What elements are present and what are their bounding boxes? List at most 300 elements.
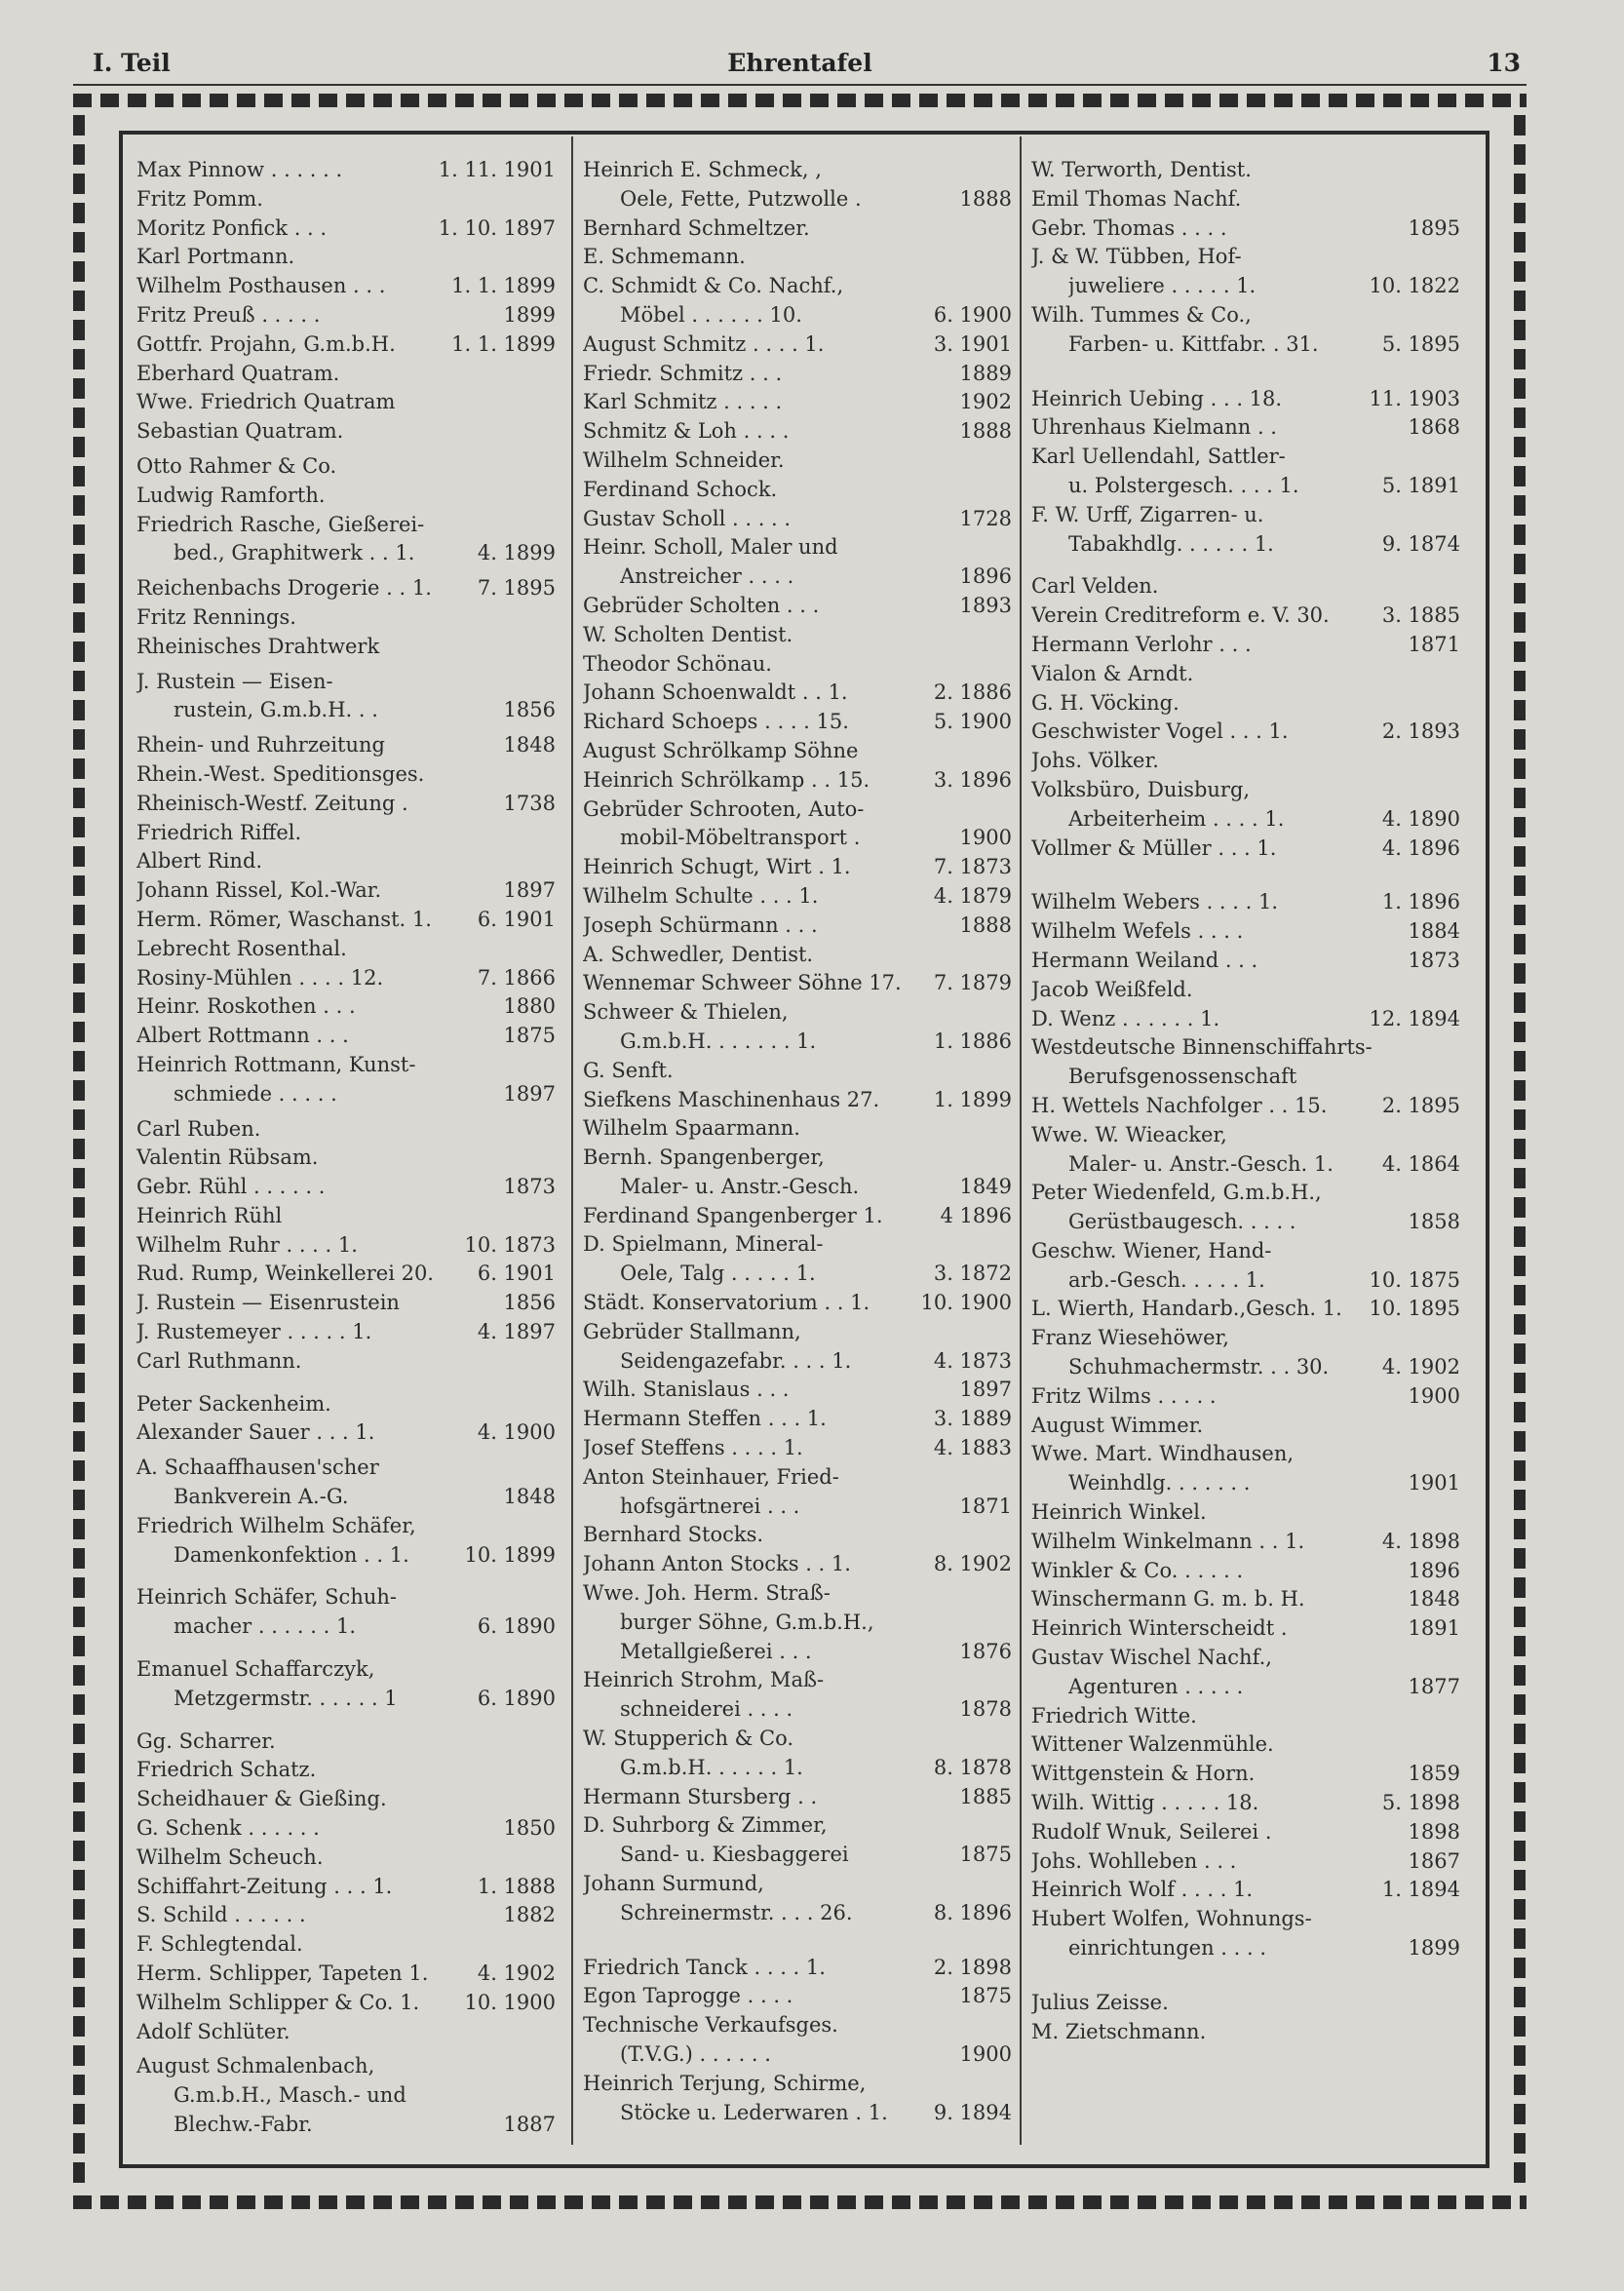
list-item: [583, 1318, 1012, 1347]
entry-date: 3. 1872: [933, 1262, 1012, 1286]
entry-date: 1856: [503, 698, 556, 722]
list-item: [1031, 1353, 1460, 1382]
list-item: [583, 912, 1012, 941]
entry-name: Wittgenstein & Horn.: [1031, 1762, 1256, 1786]
entry-name: Wilhelm Wefels . . . .: [1031, 919, 1244, 944]
list-item: [136, 603, 556, 633]
entry-date: 1. 1. 1899: [451, 274, 556, 298]
list-item: [136, 1289, 556, 1318]
entry-name: Wilhelm Spaarmann.: [583, 1116, 800, 1141]
entry-name: Rudolf Wnuk, Seilerei .: [1031, 1819, 1272, 1844]
list-item: [583, 1376, 1012, 1405]
entry-date: 8. 1878: [933, 1755, 1012, 1779]
entry-name: D. Spielmann, Mineral-: [583, 1232, 824, 1257]
entry-name: Geschwister Vogel . . . 1.: [1031, 719, 1289, 744]
list-item: [136, 1115, 556, 1145]
list-item: [136, 935, 556, 964]
entry-date: 1893: [959, 593, 1012, 617]
list-item: [583, 476, 1012, 505]
entry-date: 1. 10. 1897: [438, 215, 556, 240]
list-item: [1031, 747, 1460, 776]
page-title: Ehrentafel: [727, 49, 872, 77]
list-item: [136, 360, 556, 389]
entry-date: 1876: [959, 1639, 1012, 1663]
entry-date: 7. 1873: [933, 855, 1012, 879]
entry-name: Carl Ruthmann.: [136, 1348, 302, 1373]
entry-name: Egon Taprogge . . . .: [583, 1984, 793, 2008]
entry-name: Heinr. Scholl, Maler und: [583, 535, 838, 560]
entry-name: Friedrich Wilhelm Schäfer,: [136, 1513, 416, 1537]
entry-date: 1896: [959, 564, 1012, 589]
entry-name: D. Suhrborg & Zimmer,: [583, 1813, 828, 1838]
list-item: [583, 1086, 1012, 1115]
list-item: [583, 969, 1012, 998]
list-item: [136, 633, 556, 662]
entry-date: 12. 1894: [1369, 1006, 1460, 1030]
list-item: [583, 1638, 1012, 1667]
entry-name: Emanuel Schaffarczyk,: [136, 1657, 375, 1682]
entry-date: 1. 1894: [1381, 1878, 1460, 1902]
list-item: [583, 360, 1012, 389]
list-item: [136, 1541, 556, 1571]
entry-date: 1. 1899: [933, 1087, 1012, 1111]
entry-date: 1884: [1408, 919, 1460, 944]
entry-name: Wilh. Tummes & Co.,: [1031, 302, 1252, 327]
entry-name: Wilhelm Schulte . . . 1.: [583, 883, 819, 908]
list-item: [583, 853, 1012, 882]
entry-date: 1738: [503, 791, 556, 815]
entry-name: Fritz Preuß . . . . .: [136, 302, 321, 327]
list-item: [1031, 1150, 1460, 1180]
list-item: [583, 1783, 1012, 1812]
list-item: [583, 2040, 1012, 2070]
list-item: [136, 1051, 556, 1080]
list-item: [583, 1230, 1012, 1260]
entry-date: 1. 1886: [933, 1029, 1012, 1053]
entry-name: Sand- u. Kiesbaggerei: [620, 1843, 849, 1867]
entry-date: 1889: [959, 361, 1012, 385]
entry-date: 4. 1900: [477, 1420, 556, 1445]
list-item: [583, 1811, 1012, 1841]
entry-name: Wwe. Mart. Windhausen,: [1031, 1442, 1295, 1466]
list-item: [583, 563, 1012, 592]
list-item: [583, 1144, 1012, 1173]
entry-date: 1875: [503, 1024, 556, 1048]
entry-name: August Wimmer.: [1031, 1413, 1204, 1437]
entry-date: 7. 1879: [933, 971, 1012, 995]
entry-name: Wilhelm Schlipper & Co. 1.: [136, 1990, 420, 2014]
list-item: [583, 1870, 1012, 1899]
list-item: [1031, 1702, 1460, 1731]
entry-name: Metzgermstr. . . . . . 1: [174, 1686, 398, 1710]
entry-name: Siefkens Maschinenhaus 27.: [583, 1087, 880, 1111]
entry-date: 1901: [1408, 1471, 1460, 1495]
list-item: [583, 1405, 1012, 1434]
entry-date: 4. 1883: [933, 1436, 1012, 1460]
list-item: [1031, 1498, 1460, 1528]
list-item: [136, 819, 556, 848]
entry-name: M. Zietschmann.: [1031, 2019, 1207, 2043]
list-item: [136, 906, 556, 935]
entry-gap: [136, 1714, 556, 1728]
entry-date: 4. 1902: [1381, 1355, 1460, 1379]
list-item: [583, 417, 1012, 447]
entry-date: 3. 1885: [1381, 603, 1460, 628]
list-item: [136, 1512, 556, 1541]
entry-date: 4. 1890: [1381, 806, 1460, 831]
list-item: [1031, 1557, 1460, 1586]
list-item: [583, 621, 1012, 650]
list-item: [1031, 572, 1460, 602]
entry-name: Heinrich Uebing . . . 18.: [1031, 386, 1283, 410]
entry-name: Heinrich Strohm, Maß-: [583, 1668, 825, 1692]
entry-name: Peter Wiedenfeld, G.m.b.H.,: [1031, 1181, 1322, 1205]
entry-gap: [583, 1928, 1012, 1954]
entry-name: Gebr. Thomas . . . .: [1031, 215, 1227, 240]
list-item: [136, 1728, 556, 1757]
entry-gap: [1031, 360, 1460, 385]
entry-name: Gerüstbaugesch. . . . .: [1068, 1210, 1296, 1234]
list-item: [136, 1260, 556, 1289]
list-item: [1031, 1934, 1460, 1963]
list-item: [1031, 1440, 1460, 1469]
entry-name: Johs. Völker.: [1031, 749, 1159, 773]
column-2: [583, 156, 1012, 2130]
entry-name: S. Schild . . . . . .: [136, 1903, 306, 1927]
list-item: [136, 1390, 556, 1419]
list-item: [1031, 330, 1460, 360]
entry-date: 1849: [959, 1174, 1012, 1198]
list-item: [583, 272, 1012, 301]
entry-name: Wittener Walzenmühle.: [1031, 1732, 1274, 1757]
entry-name: E. Schmemann.: [583, 245, 746, 269]
entry-date: 1728: [959, 506, 1012, 530]
entry-date: 3. 1889: [933, 1407, 1012, 1431]
entry-name: Rheinisches Drahtwerk: [136, 634, 380, 658]
entry-name: Damenkonfektion . . 1.: [174, 1542, 409, 1567]
entry-date: 1882: [503, 1903, 556, 1927]
entry-gap: [136, 1377, 556, 1390]
entry-name: Richard Schoeps . . . . 15.: [583, 710, 849, 734]
entry-name: Bernhard Stocks.: [583, 1523, 764, 1547]
entry-date: 10. 1900: [464, 1990, 556, 2014]
entry-name: Volksbüro, Duisburg,: [1031, 777, 1251, 801]
entry-name: J. Rustein — Eisen-: [136, 669, 333, 693]
entry-name: Fritz Rennings.: [136, 604, 296, 629]
entry-name: W. Stupperich & Co.: [583, 1727, 794, 1751]
entry-gap: [1031, 559, 1460, 572]
list-item: [583, 533, 1012, 563]
entry-date: 5. 1898: [1381, 1791, 1460, 1815]
entry-name: Johann Rissel, Kol.-War.: [136, 878, 382, 903]
list-item: [136, 482, 556, 511]
list-item: [583, 1028, 1012, 1057]
list-item: [136, 2081, 556, 2111]
entry-name: Heinrich E. Schmeck, ,: [583, 158, 822, 181]
list-item: [1031, 1644, 1460, 1673]
list-item: [136, 417, 556, 447]
list-item: [583, 1550, 1012, 1579]
entry-name: Eberhard Quatram.: [136, 361, 340, 385]
list-item: [583, 2070, 1012, 2099]
entry-date: 1858: [1408, 1210, 1460, 1234]
list-item: [136, 511, 556, 540]
entry-name: mobil-Möbeltransport .: [620, 826, 861, 850]
entry-name: Stöcke u. Lederwaren . 1.: [620, 2100, 888, 2124]
entry-name: schmiede . . . . .: [174, 1081, 337, 1106]
list-item: [583, 1579, 1012, 1609]
entry-date: 1850: [503, 1816, 556, 1841]
list-item: [136, 847, 556, 876]
entry-date: 1899: [1408, 1936, 1460, 1961]
entry-name: Tabakhdlg. . . . . . 1.: [1068, 531, 1274, 556]
list-item: [1031, 272, 1460, 301]
entry-name: Heinrich Schugt, Wirt . 1.: [583, 855, 851, 879]
entry-date: 1898: [1408, 1819, 1460, 1844]
list-item: [583, 1899, 1012, 1928]
list-item: [136, 1844, 556, 1873]
entry-name: Johann Schoenwaldt . . 1.: [583, 680, 848, 705]
list-item: [1031, 718, 1460, 747]
border-bottom: [73, 2195, 1527, 2209]
entry-name: Farben- u. Kittfabr. . 31.: [1068, 331, 1319, 356]
list-item: [136, 2111, 556, 2140]
entry-name: Weinhdlg. . . . . . .: [1068, 1471, 1251, 1495]
list-item: [136, 790, 556, 819]
entry-name: Hermann Steffen . . . 1.: [583, 1407, 827, 1431]
list-item: [583, 737, 1012, 766]
list-item: [1031, 1324, 1460, 1353]
list-item: [583, 1521, 1012, 1550]
entry-name: Anton Steinhauer, Fried-: [583, 1464, 839, 1489]
entry-date: 1897: [503, 878, 556, 903]
list-item: [583, 1609, 1012, 1638]
entry-name: Karl Schmitz . . . . .: [583, 390, 783, 414]
list-item: [1031, 243, 1460, 272]
list-item: [1031, 602, 1460, 631]
entry-date: 6. 1901: [477, 1262, 556, 1286]
entry-name: Gustav Scholl . . . . .: [583, 506, 792, 530]
list-item: [1031, 530, 1460, 560]
list-item: [136, 388, 556, 417]
list-item: [136, 760, 556, 790]
entry-date: 1873: [1408, 948, 1460, 972]
entry-date: 6. 1901: [477, 907, 556, 931]
list-item: [583, 1057, 1012, 1086]
entry-name: Wilhelm Scheuch.: [136, 1844, 324, 1869]
entry-date: 1888: [959, 419, 1012, 444]
entry-name: Wennemar Schweer Söhne 17.: [583, 971, 902, 995]
list-item: [1031, 805, 1460, 835]
entry-name: burger Söhne, G.m.b.H.,: [620, 1610, 874, 1634]
list-item: [136, 876, 556, 906]
entry-name: F. Schlegtendal.: [136, 1932, 303, 1957]
entry-name: Hubert Wolfen, Wohnungs-: [1031, 1907, 1312, 1931]
entry-name: Adolf Schlüter.: [136, 2019, 290, 2043]
list-item: [136, 1080, 556, 1109]
entry-name: Otto Rahmer & Co.: [136, 453, 337, 478]
entry-date: 1880: [503, 994, 556, 1019]
entry-name: Geschw. Wiener, Hand-: [1031, 1238, 1272, 1262]
entry-name: G. H. Vöcking.: [1031, 690, 1179, 715]
list-item: [136, 1347, 556, 1377]
list-item: [583, 1841, 1012, 1870]
list-item: [136, 272, 556, 301]
entry-name: Rud. Rump, Weinkellerei 20.: [136, 1262, 434, 1286]
entry-name: Wilhelm Schneider.: [583, 447, 785, 472]
entry-date: 1875: [959, 1843, 1012, 1867]
entry-name: August Schmitz . . . . 1.: [583, 331, 825, 356]
entry-date: 1899: [503, 302, 556, 327]
entry-date: 1848: [1408, 1587, 1460, 1611]
list-item: [1031, 214, 1460, 244]
entry-name: Wilh. Stanislaus . . .: [583, 1378, 790, 1402]
list-item: [583, 301, 1012, 330]
entry-date: 1871: [959, 1494, 1012, 1518]
list-item: [1031, 1673, 1460, 1702]
entry-date: 1848: [503, 733, 556, 757]
entry-date: 6. 1900: [933, 302, 1012, 327]
entry-name: Heinrich Terjung, Schirme,: [583, 2071, 867, 2095]
column-3: [1031, 156, 1460, 2130]
entry-name: Heinrich Winkel.: [1031, 1500, 1207, 1525]
entry-name: Wilhelm Ruhr . . . . 1.: [136, 1232, 358, 1257]
entry-name: Blechw.-Fabr.: [174, 2113, 313, 2136]
entry-name: Bankverein A.-G.: [174, 1485, 349, 1509]
column-1: [136, 156, 556, 2136]
entry-date: 1848: [503, 1485, 556, 1509]
entry-date: 1888: [959, 186, 1012, 211]
entry-date: 1878: [959, 1697, 1012, 1722]
list-item: [136, 574, 556, 603]
entry-name: Julius Zeisse.: [1031, 1990, 1169, 2014]
list-item: [136, 1231, 556, 1261]
entry-date: 8. 1896: [933, 1900, 1012, 1924]
list-item: [1031, 1847, 1460, 1877]
entry-name: Johs. Wohlleben . . .: [1031, 1848, 1237, 1873]
entry-name: Seidengazefabr. . . . 1.: [620, 1348, 852, 1373]
list-item: [583, 185, 1012, 214]
entry-date: 1902: [959, 390, 1012, 414]
entry-date: 4. 1899: [477, 541, 556, 565]
list-item: [1031, 689, 1460, 718]
entry-name: Westdeutsche Binnenschiffahrts-: [1031, 1035, 1373, 1060]
entry-name: C. Schmidt & Co. Nachf.,: [583, 274, 844, 298]
list-item: [583, 824, 1012, 853]
list-item: [136, 696, 556, 725]
entry-name: Arbeiterheim . . . . 1.: [1068, 806, 1285, 831]
entry-name: Max Pinnow . . . . . .: [136, 158, 343, 181]
entry-name: G.m.b.H., Masch.- und: [174, 2083, 406, 2108]
entry-name: Bernhard Schmeltzer.: [583, 215, 810, 240]
entry-date: 1900: [1408, 1383, 1460, 1408]
entry-date: 4. 1873: [933, 1348, 1012, 1373]
entry-name: Maler- u. Anstr.-Gesch. 1.: [1068, 1151, 1334, 1176]
entry-name: (T.V.G.) . . . . . .: [620, 2042, 771, 2066]
list-item: [583, 679, 1012, 708]
entry-date: 4. 1897: [477, 1320, 556, 1344]
list-item: [1031, 660, 1460, 689]
entry-gap: [1031, 1963, 1460, 1989]
entry-name: Sebastian Quatram.: [136, 419, 344, 444]
entry-name: Ferdinand Spangenberger 1.: [583, 1203, 883, 1227]
list-item: [583, 650, 1012, 680]
entry-name: Friedrich Schatz.: [136, 1758, 317, 1782]
entry-date: 6. 1890: [477, 1686, 556, 1710]
list-item: [583, 1173, 1012, 1202]
entry-name: A. Schwedler, Dentist.: [583, 942, 814, 966]
list-item: [136, 668, 556, 697]
entry-date: 1900: [959, 826, 1012, 850]
entry-name: Hermann Weiland . . .: [1031, 948, 1258, 972]
entry-name: Bernh. Spangenberger,: [583, 1146, 825, 1170]
entry-date: 1867: [1408, 1848, 1460, 1873]
list-item: [583, 243, 1012, 272]
entry-name: G. Schenk . . . . . .: [136, 1816, 320, 1841]
entry-name: Ferdinand Schock.: [583, 477, 778, 501]
entry-date: 2. 1886: [933, 680, 1012, 705]
entry-date: 10. 1895: [1369, 1297, 1460, 1321]
list-item: [1031, 1585, 1460, 1614]
list-item: [1031, 888, 1460, 917]
list-item: [1031, 1760, 1460, 1789]
list-item: [1031, 917, 1460, 947]
entry-name: Schreinermstr. . . . 26.: [620, 1900, 853, 1924]
list-item: [1031, 1905, 1460, 1934]
list-item: [583, 1954, 1012, 1983]
list-item: [136, 1785, 556, 1814]
list-item: [1031, 1063, 1460, 1092]
list-item: [1031, 1818, 1460, 1847]
list-item: [136, 214, 556, 244]
entry-name: W. Terworth, Dentist.: [1031, 158, 1252, 181]
entry-name: schneiderei . . . .: [620, 1697, 793, 1722]
entry-date: 1896: [1408, 1558, 1460, 1582]
entry-name: Friedr. Schmitz . . .: [583, 361, 783, 385]
list-item: [1031, 1876, 1460, 1905]
entry-name: Gustav Wischel Nachf.,: [1031, 1646, 1272, 1670]
entry-name: Franz Wiesehöwer,: [1031, 1326, 1229, 1350]
list-item: [136, 1873, 556, 1902]
border-left: [73, 115, 85, 2187]
list-item: [583, 1695, 1012, 1725]
entry-name: Ludwig Ramforth.: [136, 483, 326, 507]
list-item: [1031, 835, 1460, 864]
entry-name: Vialon & Arndt.: [1031, 661, 1194, 685]
list-item: [583, 156, 1012, 185]
entry-date: 9. 1894: [933, 2100, 1012, 2124]
entry-date: 2. 1893: [1381, 719, 1460, 744]
list-item: [136, 185, 556, 214]
entry-name: Gottfr. Projahn, G.m.b.H.: [136, 331, 396, 356]
entry-name: Wwe. W. Wieacker,: [1031, 1122, 1227, 1146]
entry-date: 7. 1895: [477, 576, 556, 601]
list-item: [1031, 2018, 1460, 2047]
list-item: [1031, 1208, 1460, 1237]
entry-name: Rheinisch-Westf. Zeitung .: [136, 791, 408, 815]
entry-name: Städt. Konservatorium . . 1.: [583, 1291, 870, 1315]
entry-name: August Schmalenbach,: [136, 2054, 375, 2078]
entry-name: Rhein.-West. Speditionsges.: [136, 761, 425, 786]
column-separator-2: [1020, 136, 1022, 2145]
list-item: [1031, 1989, 1460, 2018]
list-item: [583, 998, 1012, 1028]
list-item: [583, 1493, 1012, 1522]
entry-date: 10. 1822: [1369, 274, 1460, 298]
list-item: [136, 2018, 556, 2047]
entry-name: August Schrölkamp Söhne: [583, 738, 859, 762]
list-item: [136, 964, 556, 993]
